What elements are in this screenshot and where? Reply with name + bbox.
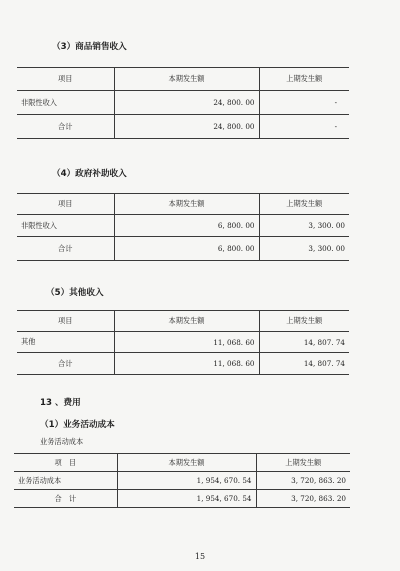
table-caption: 业务活动成本 <box>40 437 84 446</box>
table-row <box>14 472 350 490</box>
row-previous-amount: 3, 300. 00 <box>259 215 349 237</box>
subsection-heading-business-cost: （1）业务活动成本 <box>40 420 115 430</box>
column-header-previous: 上期发生额 <box>256 454 350 472</box>
table-header-row <box>14 454 350 472</box>
sales-revenue-table <box>17 67 349 139</box>
other-income-table <box>17 310 349 375</box>
column-header-previous: 上期发生额 <box>259 194 349 215</box>
row-item: 其他 <box>17 332 114 353</box>
column-header-current: 本期发生额 <box>114 311 259 332</box>
row-previous-amount: 3, 720, 863. 20 <box>256 472 350 490</box>
row-item: 合 计 <box>14 490 117 508</box>
section-heading-expenses: 13 、费用 <box>40 398 81 408</box>
section-heading-other-income: （5）其他收入 <box>46 288 104 298</box>
row-current-amount: 1, 954, 670. 54 <box>117 472 256 490</box>
table-row <box>17 332 349 353</box>
row-item: 合计 <box>17 353 114 375</box>
row-item: 合计 <box>17 237 114 261</box>
row-current-amount: 11, 068. 60 <box>114 353 259 375</box>
table-total-row <box>17 115 349 139</box>
column-header-current: 本期发生额 <box>114 194 259 215</box>
column-header-item: 项 目 <box>14 454 117 472</box>
row-current-amount: 24, 800. 00 <box>114 115 259 139</box>
row-previous-amount: 3, 720, 863. 20 <box>256 490 350 508</box>
table-total-row <box>14 490 350 508</box>
row-current-amount: 6, 800. 00 <box>114 215 259 237</box>
section-heading-sales-revenue: （3）商品销售收入 <box>52 42 127 52</box>
table-header-row <box>17 194 349 215</box>
column-header-current: 本期发生额 <box>114 68 259 91</box>
column-header-current: 本期发生额 <box>117 454 256 472</box>
row-item: 业务活动成本 <box>14 472 117 490</box>
row-current-amount: 11, 068. 60 <box>114 332 259 353</box>
column-header-previous: 上期发生额 <box>259 311 349 332</box>
row-previous-amount: - <box>259 115 349 139</box>
row-previous-amount: 3, 300. 00 <box>259 237 349 261</box>
table-total-row <box>17 353 349 375</box>
government-subsidy-table <box>17 193 349 261</box>
table-total-row <box>17 237 349 261</box>
business-cost-table <box>14 453 350 508</box>
column-header-item: 项目 <box>17 194 114 215</box>
row-previous-amount: 14, 807. 74 <box>259 332 349 353</box>
table-header-row <box>17 311 349 332</box>
row-item: 非限性收入 <box>17 91 114 115</box>
row-previous-amount: 14, 807. 74 <box>259 353 349 375</box>
row-item: 合计 <box>17 115 114 139</box>
row-current-amount: 24, 800. 00 <box>114 91 259 115</box>
column-header-item: 项目 <box>17 68 114 91</box>
table-row <box>17 91 349 115</box>
column-header-item: 项目 <box>17 311 114 332</box>
row-current-amount: 1, 954, 670. 54 <box>117 490 256 508</box>
table-header-row <box>17 68 349 91</box>
row-current-amount: 6, 800. 00 <box>114 237 259 261</box>
section-heading-government-subsidy: （4）政府补助收入 <box>52 169 127 179</box>
row-item: 非限性收入 <box>17 215 114 237</box>
column-header-previous: 上期发生额 <box>259 68 349 91</box>
page-number: 15 <box>194 552 206 561</box>
row-previous-amount: - <box>259 91 349 115</box>
table-row <box>17 215 349 237</box>
